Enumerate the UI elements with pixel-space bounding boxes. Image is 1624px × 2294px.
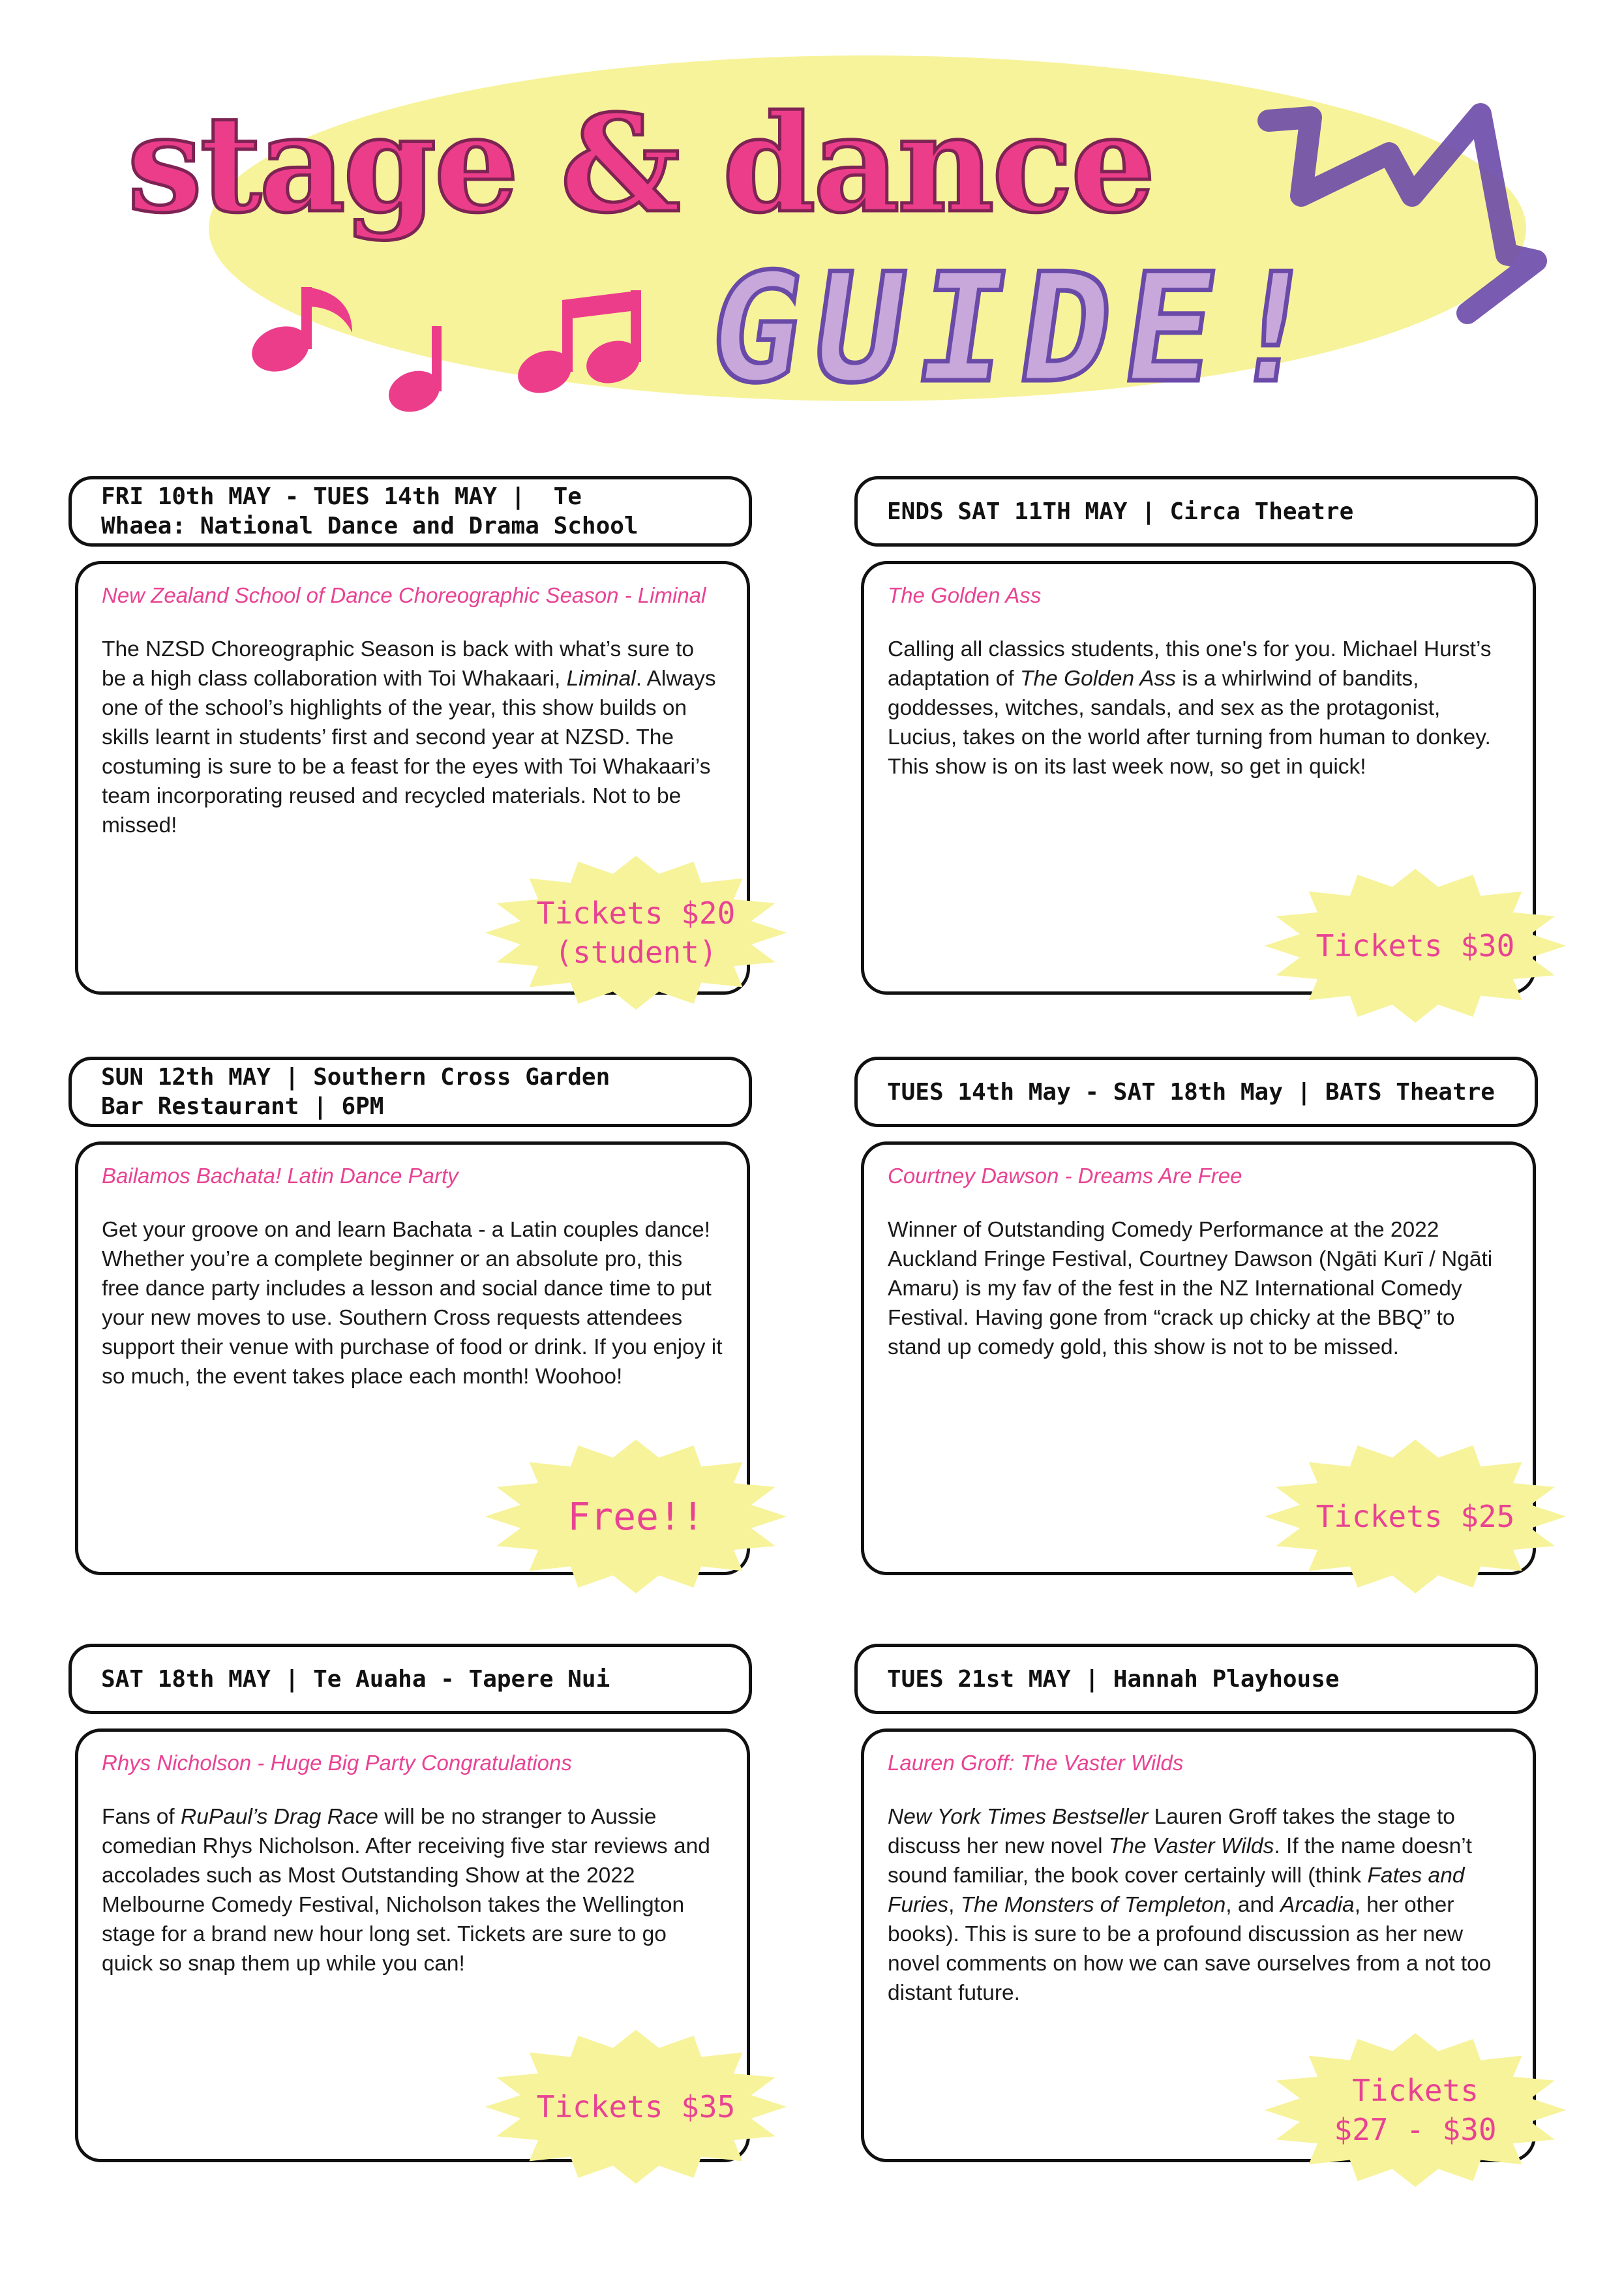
event-card (68, 476, 776, 1037)
ticket-price: Tickets $25 (1316, 1499, 1515, 1534)
event-title: Bailamos Bachata! Latin Dance Party (102, 1164, 459, 1188)
ticket-badge (1252, 864, 1578, 1027)
title-guide: GUIDE! (699, 242, 1344, 416)
event-description: Get your groove on and learn Bachata - a Latin couples dance! Whether you’re a complete beginner or an absolute pro, this free dance party includes a lesson and social dance time to put your new moves to use. Southern Cross requests attendees support their venue with purchase of food or drink. If you enjoy it so much, the event takes place each month! Woohoo! (102, 1218, 723, 1389)
event-description: Calling all classics students, this one's for you. Michael Hurst’s adaptation of The Golden Ass is a whirlwind of bandits, goddesses, witches, sandals, and sex as the protagonist, Lucius, takes on the world after turning from human to donkey. This show is on its last week now, so get in quick! (888, 637, 1492, 779)
event-date-venue-box (854, 1644, 1538, 1714)
guide-header (0, 0, 1624, 450)
event-card (68, 1644, 776, 2205)
event-description: Fans of RuPaul’s Drag Race will be no stranger to Aussie comedian Rhys Nicholson. After receiving five star reviews and accolades such as Most Outstanding Show at the 2022 Melbourne Comedy Festival, Nicholson takes the Wellington stage for a brand new hour long set. Tickets are sure to go quick so snap them up while you can! (102, 1805, 710, 1976)
ticket-price: Tickets $30 (1316, 928, 1515, 963)
event-description: The NZSD Choreographic Season is back with what’s sure to be a high class collaboration with Toi Whakaari, Liminal. Always one of the school’s highlights of the year, this show builds on skills learnt in students’ first and second year at NZSD. The costuming is sure to be a feast for the eyes with Toi Whakaari’s team incorporating reused and recycled materials. Not to be missed! (102, 637, 716, 838)
event-title: New Zealand School of Dance Choreographic Season - Liminal (102, 583, 706, 607)
event-date-venue: TUES 21st MAY | Hannah Playhouse (887, 1665, 1340, 1693)
event-title: The Golden Ass (888, 583, 1042, 607)
ticket-badge (1252, 1435, 1578, 1598)
ticket-price: Tickets $35 (536, 2089, 736, 2124)
event-title: Lauren Groff: The Vaster Wilds (888, 1751, 1184, 1775)
event-date-venue: SAT 18th MAY | Te Auaha - Tapere Nui (101, 1665, 610, 1693)
event-title: Rhys Nicholson - Huge Big Party Congratulations (102, 1751, 572, 1775)
event-card (854, 476, 1562, 1037)
ticket-price: Free!! (567, 1494, 704, 1539)
event-description: Winner of Outstanding Comedy Performance at the 2022 Auckland Fringe Festival, Courtney Dawson (Ngāti Kurī / Ngāti Amaru) is my fav of the fest in the NZ International Comedy Festival. Having gone from “crack up chicky at the BBQ” to stand up comedy gold, this show is not to be missed. (888, 1218, 1493, 1359)
event-card (854, 1644, 1562, 2205)
event-date-venue: ENDS SAT 11TH MAY | Circa Theatre (887, 498, 1354, 525)
event-date-venue-box (68, 476, 752, 547)
event-card (854, 1057, 1562, 1618)
event-description: New York Times Bestseller Lauren Groff takes the stage to discuss her new novel The Vaster Wilds. If the name doesn’t sound familiar, the book cover certainly will (think Fates and Furies, The Monsters of Templeton, and Arcadia, her other books). This is sure to be a profound discussion as her new novel comments on how we can save ourselves from a not too distant future. (888, 1805, 1492, 2005)
event-date-venue-box (68, 1057, 752, 1127)
event-date-venue: SUN 12th MAY | Southern Cross Garden Bar Restaurant | 6PM (101, 1064, 610, 1120)
title-stage-dance: stage & dance (127, 86, 1153, 243)
event-card (68, 1057, 776, 1618)
event-date-venue-box (854, 1057, 1538, 1127)
ticket-badge (473, 851, 799, 1014)
event-date-venue-box (854, 476, 1538, 547)
ticket-price: Tickets $27 - $30 (1334, 2073, 1497, 2147)
event-title: Courtney Dawson - Dreams Are Free (888, 1164, 1242, 1188)
ticket-badge (1252, 2029, 1578, 2192)
ticket-price: Tickets $20 (student) (536, 896, 736, 970)
event-date-venue: FRI 10th MAY - TUES 14th MAY | Te Whaea: National Dance and Drama School (101, 483, 639, 539)
event-date-venue: TUES 14th May - SAT 18th May | BATS Theatre (887, 1078, 1495, 1106)
event-date-venue-box (68, 1644, 752, 1714)
ticket-badge (473, 2025, 799, 2188)
ticket-badge (473, 1435, 799, 1598)
